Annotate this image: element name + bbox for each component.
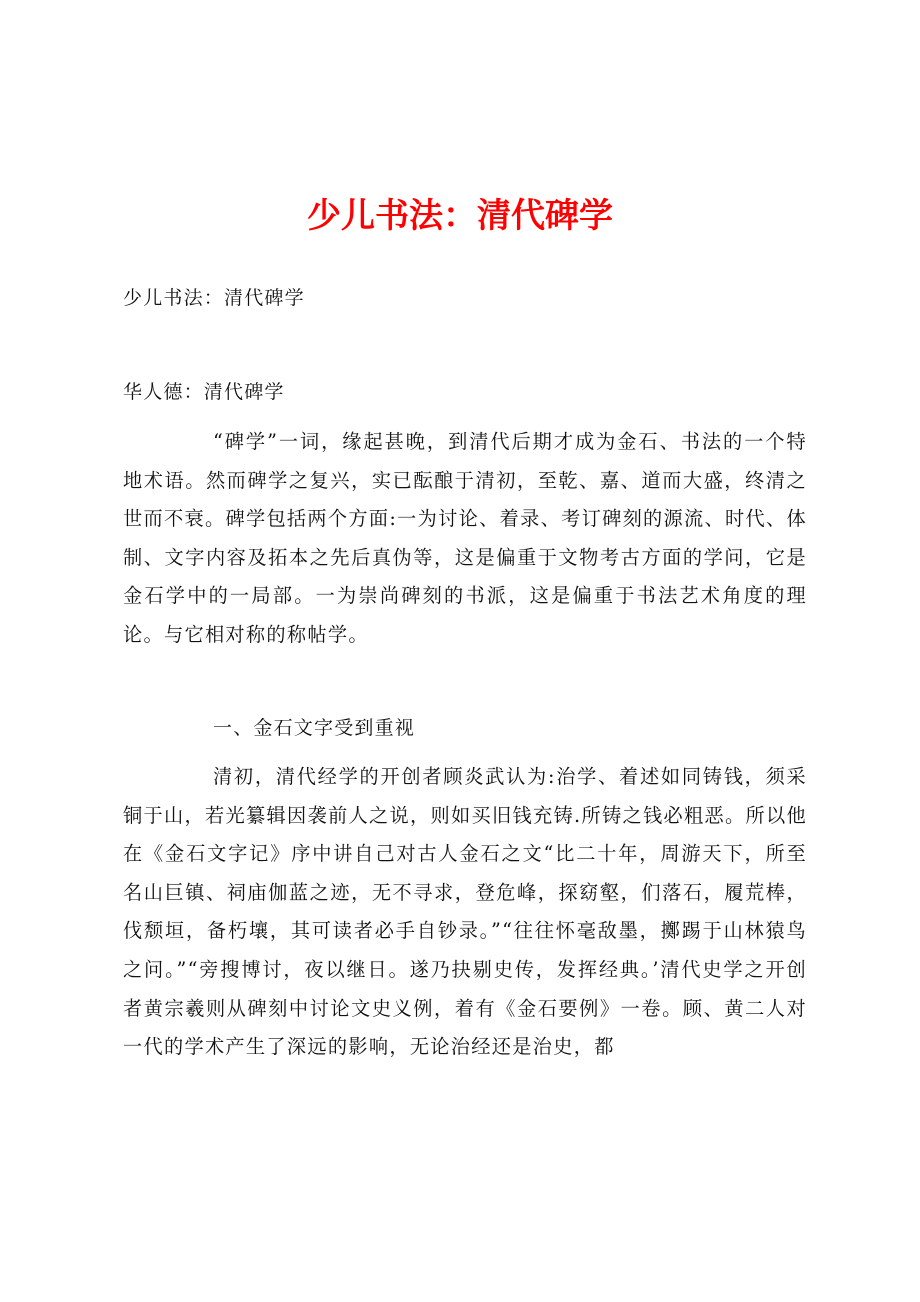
document-title: 少儿书法：清代碑学 [307,196,613,236]
paragraph-intro: “碑学”一词，缘起甚晚，到清代后期才成为金石、书法的一个特地术语。然而碑学之复兴，实已酝酿于清初，至乾、嘉、道而大盛，终清之世而不衰。碑学包括两个方面:一为讨论、着录、考订碑刻的源流、时代、体制、文字内容及拓本之先后真伪等，这是偏重于文物考古方面的学问，它是金石学中的一局部。一为崇尚碑刻的书派，这是偏重于书法艺术角度的理论。与它相对称的称帖学。 [123,430,807,646]
author-line: 华人德：清代碑学 [123,381,285,403]
paragraph-body: 清初，清代经学的开创者顾炎武认为:治学、着述如同铸钱，须采铜于山，若光纂辑因袭前人之说，则如买旧钱充铸.所铸之钱必粗恶。所以他在《金石文字记》序中讲自己对古人金石之文“比二十年，周游天下，所至名山巨镇、祠庙伽蓝之迹，无不寻求，登危峰，探窈壑，们落石，履荒棒，伐颓垣，备朽壤，其可读者必手自钞录。”“往往怀毫敌墨，擲踢于山林猿鸟之问。”“旁搜博讨，夜以继日。遂乃抉剔史传，发挥经典。’清代史学之开创者黄宗羲则从碑刻中讨论文史义例，着有《金石要例》一卷。顾、黄二人对一代的学术产生了深远的影响，无论治经还是治史，都 [123,765,807,1059]
document-subtitle: 少儿书法：清代碑学 [123,287,305,309]
section-heading: 一、金石文字受到重视 [213,717,416,739]
